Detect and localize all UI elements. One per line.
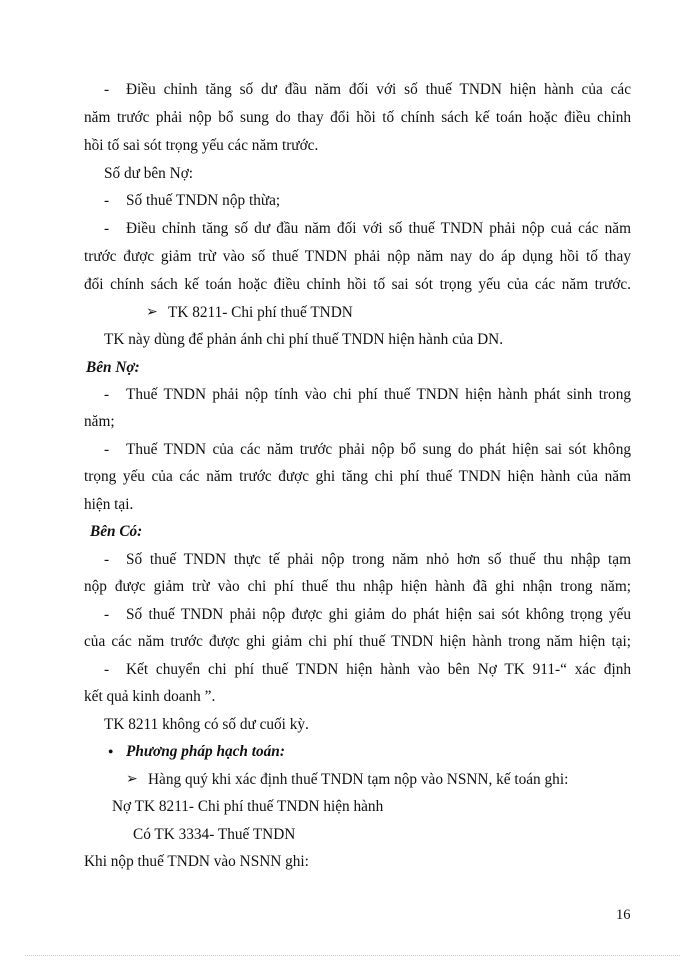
text-line: đổi chính sách kế toán hoặc điều chỉnh hồi tố sai sót trọng yếu của các năm trước. (84, 276, 631, 293)
text-line: của các năm trước được ghi giảm chi phí thuế TNDN hiện hành trong năm hiện tại; (84, 633, 631, 650)
text-line: Khi nộp thuế TNDN vào NSNN ghi: (84, 853, 309, 870)
text-line: trước được giảm trừ vào số thuế TNDN phải nộp năm nay do áp dụng hồi tố thay (84, 248, 631, 265)
text-line: Điều chỉnh tăng số dư đầu năm đối với số thuế TNDN hiện hành của các (126, 81, 631, 98)
arrow-bullet-icon: ➢ (146, 305, 158, 320)
text-line: nộp được giảm trừ vào chi phí thuế thu nhập hiện hành đã ghi nhận trong năm; (84, 578, 631, 595)
text-line: Số thuế TNDN phải nộp được ghi giảm do phát hiện sai sót không trọng yếu (126, 606, 631, 623)
credit-heading: Bên Có: (90, 523, 143, 540)
round-bullet-icon: ● (108, 746, 114, 756)
balance-debit-label: Số dư bên Nợ: (104, 165, 194, 182)
text-line: hồi tố sai sót trọng yếu các năm trước. (84, 137, 319, 154)
text-line: TK này dùng để phản ánh chi phí thuế TNDN hiện hành của DN. (104, 331, 504, 348)
list-dash: - (104, 661, 110, 678)
debit-heading: Bên Nợ: (86, 359, 140, 376)
text-line: TK 8211 không có số dư cuối kỳ. (104, 716, 309, 733)
text-line: Hàng quý khi xác định thuế TNDN tạm nộp vào NSNN, kế toán ghi: (148, 771, 569, 788)
text-line: trọng yếu của các năm trước được ghi tăng chi phí thuế TNDN hiện hành của năm (84, 468, 631, 485)
list-dash: - (104, 81, 110, 98)
text-line: Điều chỉnh tăng số dư đầu năm đối với số thuế TNDN phải nộp cuả các năm (126, 220, 631, 237)
text-line: năm trước phải nộp bổ sung do thay đổi hồi tố chính sách kế toán hoặc điều chỉnh (84, 109, 631, 126)
text-line: Số thuế TNDN thực tế phải nộp trong năm nhỏ hơn số thuế thu nhập tạm (126, 551, 631, 568)
list-dash: - (104, 192, 110, 209)
list-dash: - (104, 386, 110, 403)
text-line: kết quả kinh doanh ”. (84, 688, 216, 705)
text-line: hiện tại. (84, 496, 134, 513)
journal-entry-debit: Nợ TK 8211- Chi phí thuế TNDN hiện hành (112, 798, 384, 815)
page-number: 16 (616, 907, 631, 923)
list-dash: - (104, 606, 110, 623)
text-line: Số thuế TNDN nộp thừa; (126, 192, 281, 209)
page-bottom-divider (25, 955, 680, 956)
arrow-bullet-icon: ➢ (126, 772, 138, 787)
account-heading: TK 8211- Chi phí thuế TNDN (168, 304, 353, 321)
text-line: Thuế TNDN của các năm trước phải nộp bổ sung do phát hiện sai sót không (126, 441, 631, 458)
list-dash: - (104, 220, 110, 237)
journal-entry-credit: Có TK 3334- Thuế TNDN (133, 826, 296, 843)
list-dash: - (104, 441, 110, 458)
method-heading: Phương pháp hạch toán: (126, 743, 285, 760)
list-dash: - (104, 551, 110, 568)
text-line: Thuế TNDN phải nộp tính vào chi phí thuế TNDN hiện hành phát sinh trong (126, 386, 631, 403)
text-line: năm; (84, 413, 115, 430)
text-line: Kết chuyển chi phí thuế TNDN hiện hành vào bên Nợ TK 911-“ xác định (126, 661, 631, 678)
